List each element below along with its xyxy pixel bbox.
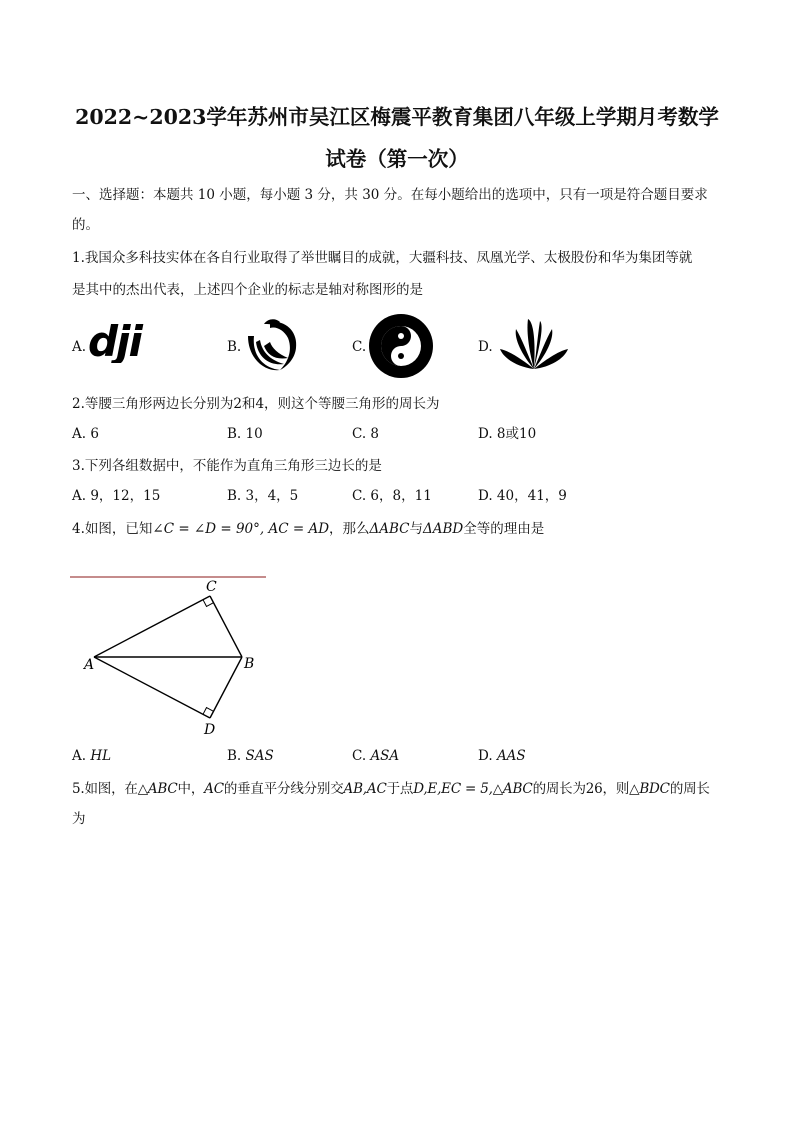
q5-stem: [72, 783, 710, 797]
label-d: D: [204, 722, 216, 738]
exam-title-line1: 2022~2023学年苏州市吴江区梅震平教育集团八年级上学期月考数学: [75, 105, 719, 129]
q3-option-a: A. 9，12，15: [72, 488, 161, 504]
q1-option-a-label: A.: [72, 339, 87, 355]
q5-stem-part: 中，: [177, 781, 205, 797]
label-a: A: [84, 657, 95, 673]
q2-option-d: D. 8或10: [478, 426, 537, 442]
q5-stem-part: 于点: [386, 781, 414, 797]
q4-option-b: [227, 750, 274, 764]
q5-math: △ABC: [137, 781, 178, 797]
q2-option-a: A. 6: [72, 426, 99, 442]
q5-stem-part: 的周长为26，则: [532, 781, 630, 797]
segment-ac: [94, 596, 210, 657]
q5-math: △ABC: [492, 781, 533, 797]
q4-option-b-value: SAS: [245, 748, 274, 764]
q2-option-b: B. 10: [227, 426, 263, 442]
segment-db: [210, 657, 242, 718]
q4-stem-part: ，那么: [329, 521, 370, 537]
q3-option-d: D. 40，41，9: [478, 488, 567, 504]
q4-option-d-prefix: D.: [478, 748, 497, 764]
q1-option-d-label: D.: [478, 339, 493, 355]
q4-stem-part: 与: [409, 521, 424, 537]
q4-stem-part: 全等的理由是: [463, 521, 545, 537]
q4-math-condition: ∠C = ∠D = 90°, AC = AD: [152, 521, 330, 537]
label-b: B: [244, 656, 255, 672]
q1-option-b-label: B.: [227, 339, 242, 355]
q4-math-triangle-abc: ΔABC: [369, 521, 410, 537]
q4-stem: [72, 523, 544, 537]
q4-stem-part: 4.如图，已知: [72, 521, 153, 537]
label-c: C: [206, 579, 217, 595]
dji-logo-icon: [88, 321, 162, 363]
q4-option-d-value: AAS: [496, 748, 526, 764]
q4-option-c-prefix: C.: [352, 748, 371, 764]
q3-stem: 3.下列各组数据中，不能作为直角三角形三边长的是: [72, 458, 382, 474]
q4-option-a: [72, 750, 111, 764]
taiji-logo-icon: [368, 313, 434, 379]
segment-ad: [94, 657, 210, 718]
q4-triangle-figure: [70, 572, 280, 742]
exam-title-line2: 试卷（第一次）: [325, 147, 469, 171]
section1-instructions: 一、选择题：本题共 10 小题，每小题 3 分，共 30 分。在每小题给出的选项中，只有一项是符合题目要求: [72, 187, 708, 203]
q4-option-c: [352, 750, 399, 764]
segment-cb: [210, 596, 242, 657]
q5-stem-cont: 为: [72, 811, 86, 827]
q5-math: AB,AC: [343, 781, 387, 797]
dji-logo-text: dji: [88, 321, 141, 363]
q4-option-a-value: HL: [90, 748, 112, 764]
q1-stem: 1.我国众多科技实体在各自行业取得了举世瞩目的成就，大疆科技、凤凰光学、太极股份和华为集团等就: [72, 250, 693, 266]
q4-option-a-prefix: A.: [72, 748, 91, 764]
q1-option-c-label: C.: [352, 339, 367, 355]
q5-stem-part: 的周长: [669, 781, 710, 797]
section1-instructions-cont: 的。: [72, 217, 99, 233]
q5-math: △BDC: [629, 781, 670, 797]
q4-math-triangle-abd: ΔABD: [423, 521, 464, 537]
q3-option-c: C. 6，8，11: [352, 488, 432, 504]
q4-option-d: [478, 750, 526, 764]
huawei-logo-icon: [496, 315, 572, 371]
q4-option-c-value: ASA: [370, 748, 400, 764]
q3-option-b: B. 3，4，5: [227, 488, 299, 504]
q2-option-c: C. 8: [352, 426, 380, 442]
q5-stem-part: 5.如图，在: [72, 781, 138, 797]
q5-math: AC: [204, 781, 224, 797]
q1-stem-cont: 是其中的杰出代表，上述四个企业的标志是轴对称图形的是: [72, 282, 423, 298]
q5-math: D,E,EC = 5,: [413, 781, 493, 797]
phoenix-logo-icon: [240, 314, 302, 376]
q5-stem-part: 的垂直平分线分别交: [223, 781, 344, 797]
q4-option-b-prefix: B.: [227, 748, 246, 764]
q2-stem: 2.等腰三角形两边长分别为2和4，则这个等腰三角形的周长为: [72, 396, 440, 412]
